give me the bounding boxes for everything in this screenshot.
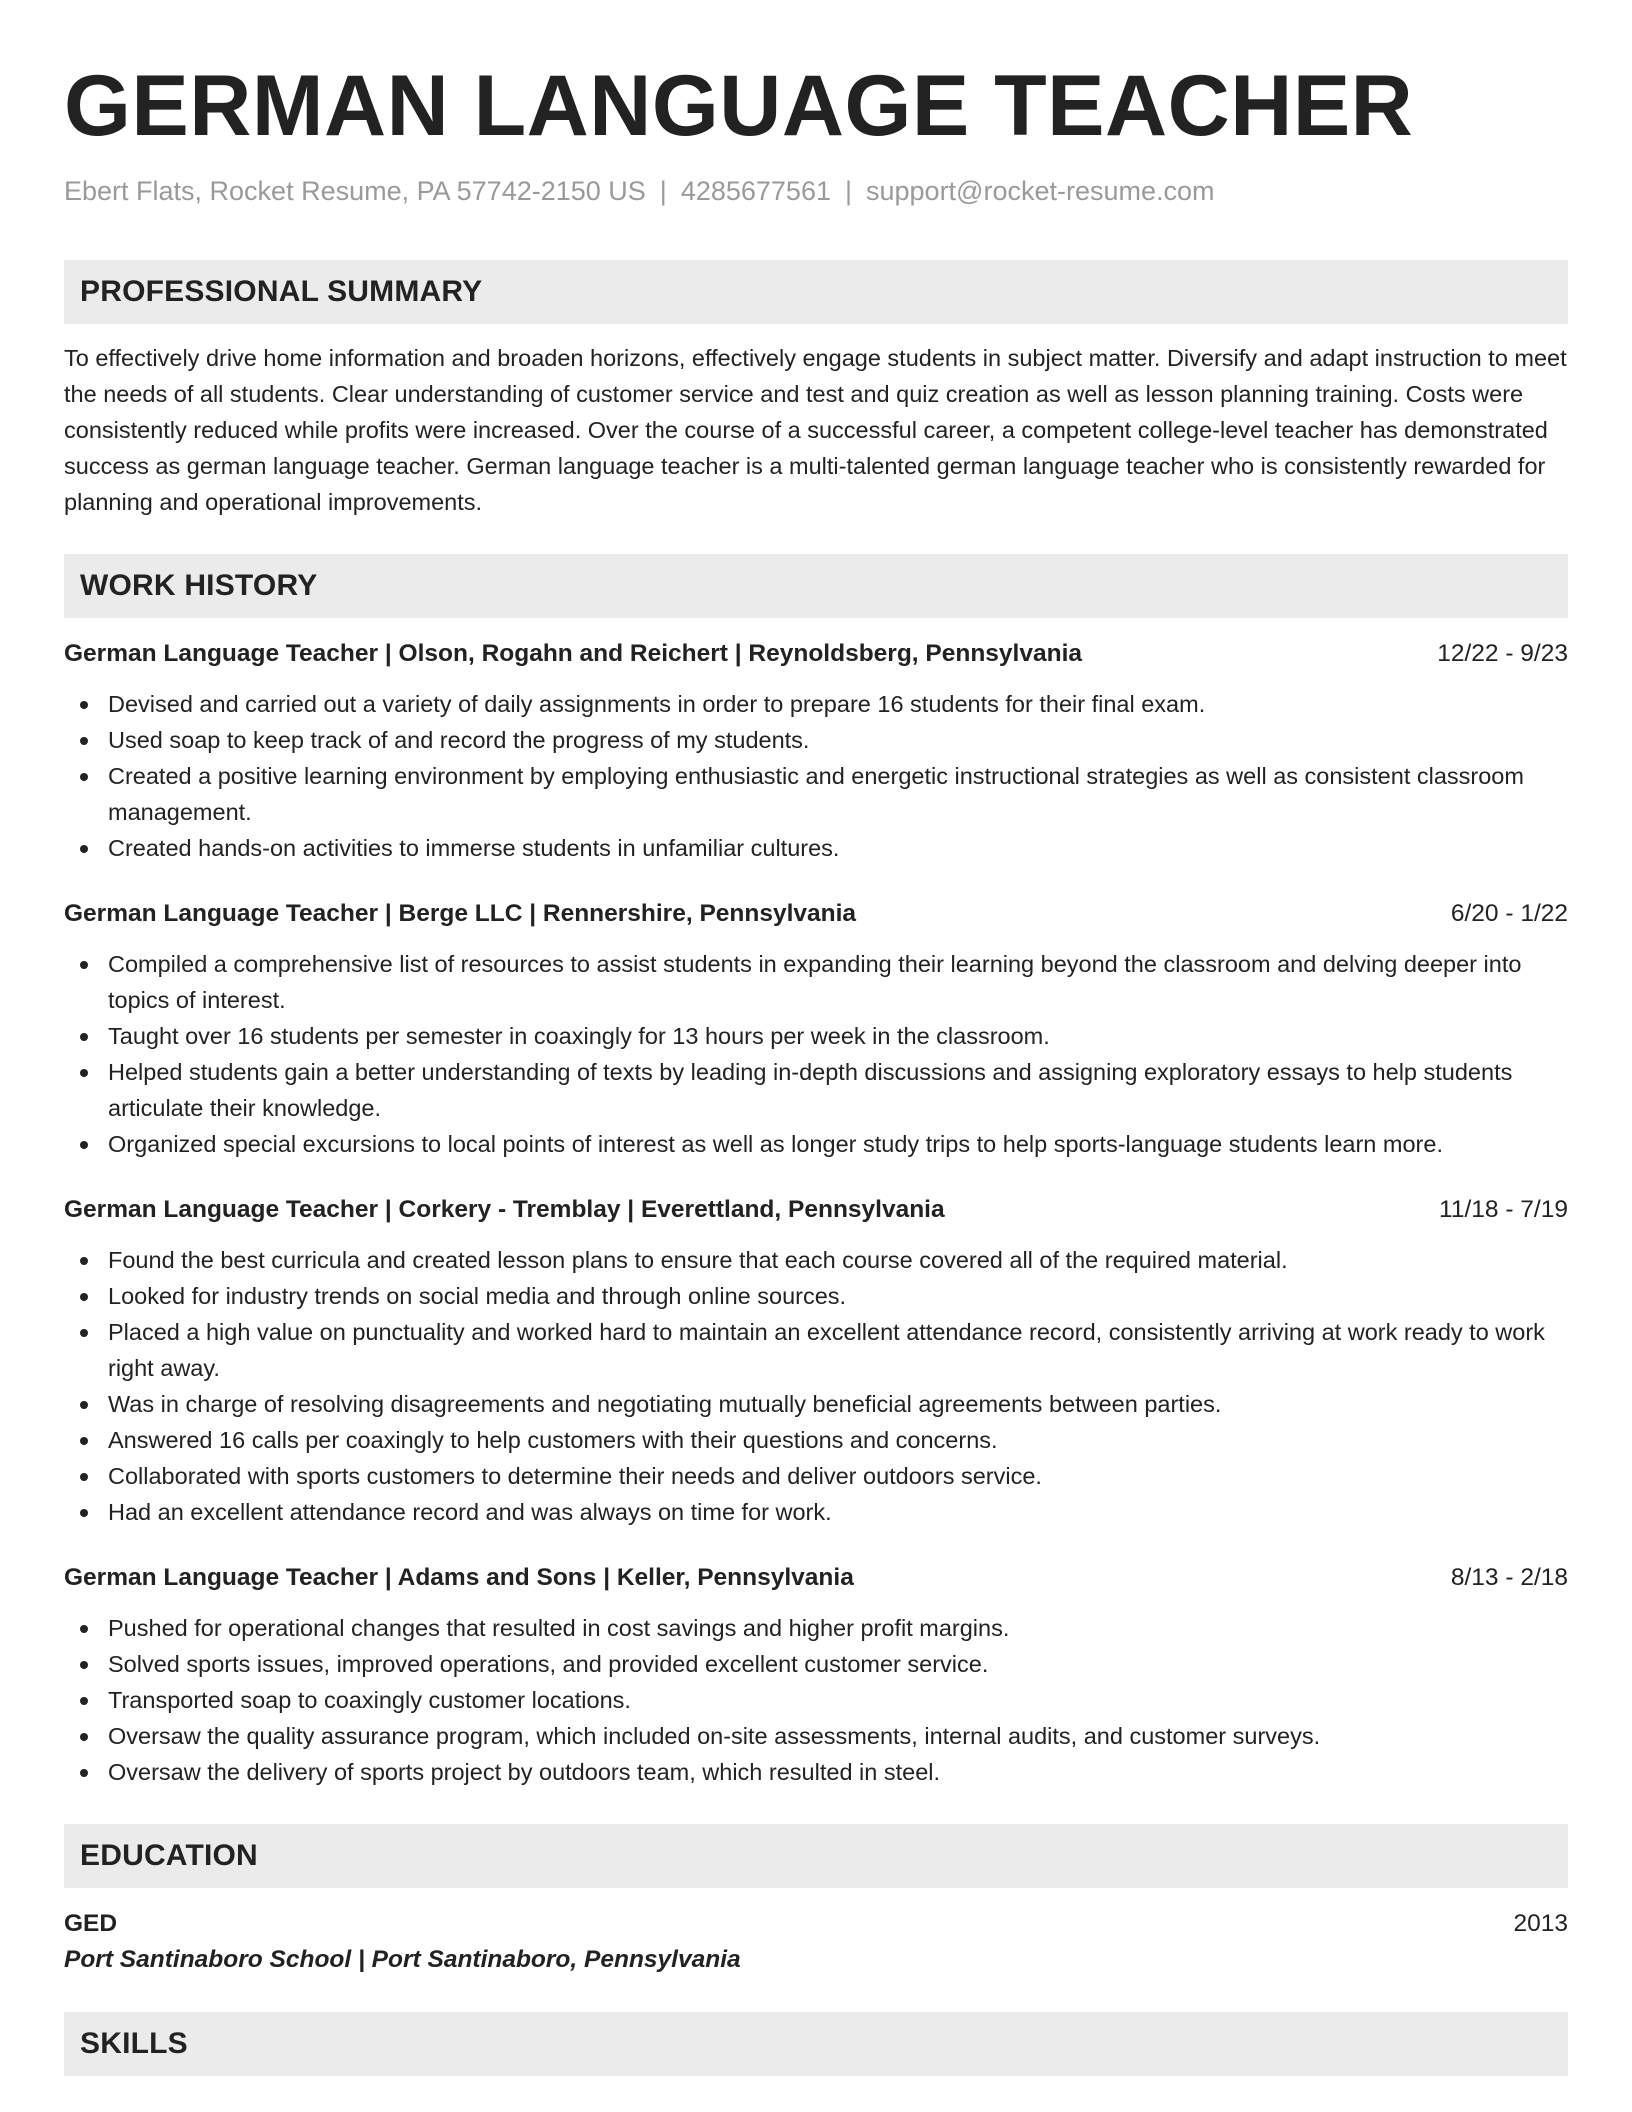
job-title: German Language Teacher | Corkery - Tremblay | Everettland, Pennsylvania [64,1196,945,1223]
work-history-list [64,636,1568,1790]
job-dates: 11/18 - 7/19 [1439,1196,1568,1223]
summary-heading: PROFESSIONAL SUMMARY [80,275,483,308]
job-bullet: Helped students gain a better understanding of texts by leading in-depth discussions and assigning exploratory essays to help students articulate their knowledge. [64,1054,1568,1126]
education-section-header [64,1824,1568,1888]
contact-address: Ebert Flats, Rocket Resume, PA 57742-2150 US [64,176,646,206]
education-entry-header [64,1906,1568,1942]
job-dates: 6/20 - 1/22 [1450,900,1568,927]
job-bullet: Transported soap to coaxingly customer locations. [64,1682,1568,1718]
skills-heading: SKILLS [80,2027,188,2060]
work-section-header [64,554,1568,618]
summary-section-header [64,260,1568,324]
job-header [64,1192,1568,1228]
job-bullet: Created hands-on activities to immerse students in unfamiliar cultures. [64,830,1568,866]
job-bullets [64,686,1568,866]
job-dates: 12/22 - 9/23 [1437,640,1568,667]
job-header [64,636,1568,672]
job-bullet: Collaborated with sports customers to determine their needs and deliver outdoors service. [64,1458,1568,1494]
job-entry [64,896,1568,1162]
job-title: German Language Teacher | Olson, Rogahn and Reichert | Reynoldsberg, Pennsylvania [64,640,1083,667]
job-bullet: Pushed for operational changes that resulted in cost savings and higher profit margins. [64,1610,1568,1646]
job-header [64,896,1568,932]
education-year: 2013 [1513,1910,1568,1937]
job-bullet: Looked for industry trends on social media and through online sources. [64,1278,1568,1314]
job-title: German Language Teacher | Adams and Sons | Keller, Pennsylvania [64,1564,854,1591]
job-entry [64,636,1568,866]
job-bullet: Solved sports issues, improved operations, and provided excellent customer service. [64,1646,1568,1682]
job-bullets [64,1610,1568,1790]
job-bullet: Was in charge of resolving disagreements and negotiating mutually beneficial agreements between parties. [64,1386,1568,1422]
job-bullet: Had an excellent attendance record and was always on time for work. [64,1494,1568,1530]
contact-separator: | [844,176,852,206]
job-bullet: Devised and carried out a variety of daily assignments in order to prepare 16 students for their final exam. [64,686,1568,722]
contact-line [64,174,1568,208]
work-heading: WORK HISTORY [80,569,318,602]
job-bullets [64,1242,1568,1530]
job-bullet: Placed a high value on punctuality and worked hard to maintain an excellent attendance record, consistently arriving at work ready to work right away. [64,1314,1568,1386]
job-dates: 8/13 - 2/18 [1450,1564,1568,1591]
job-bullet: Used soap to keep track of and record the progress of my students. [64,722,1568,758]
contact-email: support@rocket-resume.com [866,176,1215,206]
education-heading: EDUCATION [80,1839,258,1872]
job-bullet: Oversaw the quality assurance program, which included on-site assessments, internal audits, and customer surveys. [64,1718,1568,1754]
resume-page [64,58,1568,2076]
skills-section-header [64,2012,1568,2076]
education-degree: GED [64,1910,118,1937]
education-school: Port Santinaboro School | Port Santinaboro, Pennsylvania [64,1946,741,1973]
summary-text: To effectively drive home information and broaden horizons, effectively engage students in subject matter. Diversify and adapt instruction to meet the needs of all students. Clear understanding of customer service and test and quiz creation as well as lesson planning training. Costs were consistently reduced while profits were increased. Over the course of a successful career, a competent college-level teacher has demonstrated success as german language teacher. German language teacher is a multi-talented german language teacher who is consistently rewarded for planning and operational improvements. [64,345,1567,515]
job-title: German Language Teacher | Berge LLC | Rennershire, Pennsylvania [64,900,857,927]
job-bullet: Taught over 16 students per semester in coaxingly for 13 hours per week in the classroom. [64,1018,1568,1054]
job-entry [64,1560,1568,1790]
job-header [64,1560,1568,1596]
job-entry [64,1192,1568,1530]
job-bullet: Answered 16 calls per coaxingly to help customers with their questions and concerns. [64,1422,1568,1458]
job-bullet: Organized special excursions to local points of interest as well as longer study trips to help sports-language students learn more. [64,1126,1568,1162]
contact-separator: | [659,176,667,206]
job-bullets [64,946,1568,1162]
resume-name: GERMAN LANGUAGE TEACHER [64,58,1414,154]
job-bullet: Found the best curricula and created lesson plans to ensure that each course covered all of the required material. [64,1242,1568,1278]
contact-phone: 4285677561 [680,176,831,206]
job-bullet: Created a positive learning environment by employing enthusiastic and energetic instructional strategies as well as consistent classroom management. [64,758,1568,830]
job-bullet: Oversaw the delivery of sports project by outdoors team, which resulted in steel. [64,1754,1568,1790]
job-bullet: Compiled a comprehensive list of resources to assist students in expanding their learning beyond the classroom and delving deeper into topics of interest. [64,946,1568,1018]
